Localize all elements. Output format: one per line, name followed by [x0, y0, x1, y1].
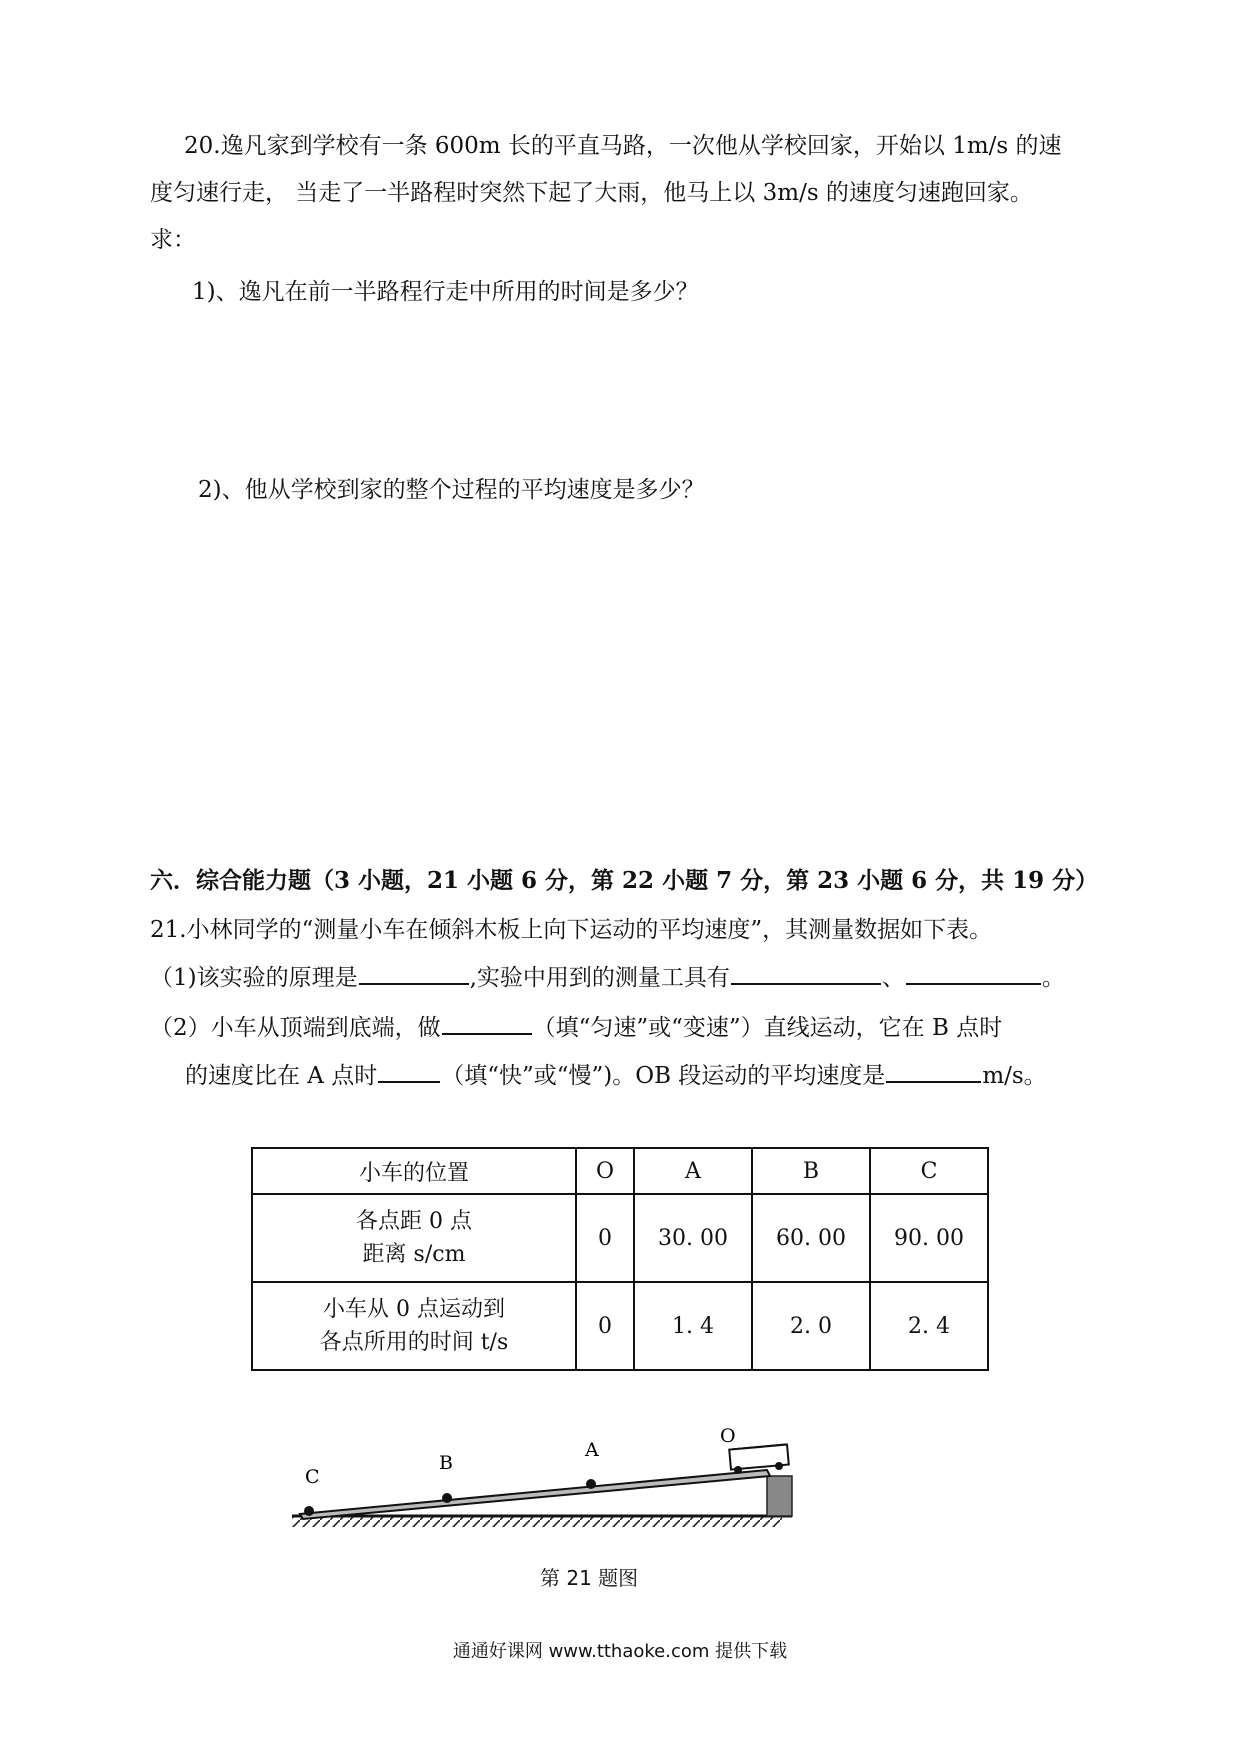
- q20-line-2: 度匀速行走， 当走了一半路程时突然下起了大雨，他马上以 3m/s 的速度匀速跑回家。: [150, 180, 1033, 206]
- cart: [729, 1444, 789, 1474]
- q21-p2-text-a: （2）小车从顶端到底端，做: [150, 1015, 441, 1041]
- q21-p3-text-b: （填“快”或“慢”)。OB 段运动的平均速度是: [441, 1063, 886, 1089]
- label-o: O: [720, 1425, 736, 1447]
- table-cell: B: [752, 1148, 870, 1194]
- q20-subquestion-1: 1)、逸凡在前一半路程行走中所用的时间是多少？: [192, 279, 699, 305]
- support-block: [767, 1476, 792, 1516]
- q20-line-1: 20.逸凡家到学校有一条 600m 长的平直马路，一次他从学校回家，开始以 1m/s 的速: [184, 133, 1062, 159]
- row-label-line: 各点所用的时间 t/s: [319, 1330, 509, 1355]
- point-a-marker: [586, 1479, 596, 1489]
- q21-p1-text-c: 、: [881, 965, 905, 991]
- label-a: A: [585, 1439, 599, 1461]
- table-cell: 0: [576, 1194, 634, 1282]
- incline-board: [300, 1470, 770, 1519]
- table-cell: 90. 00: [870, 1194, 988, 1282]
- table-cell: 30. 00: [634, 1194, 752, 1282]
- table-cell: C: [870, 1148, 988, 1194]
- table-cell: 1. 4: [634, 1282, 752, 1370]
- label-c: C: [305, 1466, 320, 1488]
- table-cell: A: [634, 1148, 752, 1194]
- table-cell: O: [576, 1148, 634, 1194]
- q21-p1-text-d: 。: [1041, 965, 1065, 991]
- q21-p3-text-a: 的速度比在 A 点时: [185, 1063, 378, 1089]
- ground-hatching: [292, 1517, 782, 1527]
- row-label-line: 各点距 0 点: [356, 1209, 472, 1234]
- table-cell: 60. 00: [752, 1194, 870, 1282]
- q21-p1-text-b: ,实验中用到的测量工具有: [469, 965, 730, 991]
- row-label-line: 小车从 0 点运动到: [323, 1297, 505, 1322]
- q20-line-3: 求：: [150, 227, 196, 253]
- row-label-line: 距离 s/cm: [362, 1242, 466, 1267]
- table-header-label: 小车的位置: [252, 1148, 576, 1194]
- table-cell: 2. 4: [870, 1282, 988, 1370]
- q21-p2-text-b: （填“匀速”或“变速”）直线运动，它在 B 点时: [532, 1015, 1003, 1041]
- table-cell: 2. 0: [752, 1282, 870, 1370]
- page-footer: 通通好课网 www.tthaoke.com 提供下载: [452, 1641, 788, 1662]
- q21-p1-text-a: （1)该实验的原理是: [150, 965, 358, 991]
- figure-caption: 第 21 题图: [540, 1566, 639, 1590]
- table-cell: 0: [576, 1282, 634, 1370]
- point-c-marker: [304, 1506, 314, 1516]
- q21-p3-text-c: m/s。: [982, 1063, 1047, 1089]
- section-6-heading: 六．综合能力题（3 小题，21 小题 6 分，第 22 小题 7 分，第 23 小题 6 分，共 19 分）: [150, 867, 1099, 894]
- label-b: B: [439, 1452, 453, 1474]
- q20-subquestion-2: 2)、他从学校到家的整个过程的平均速度是多少？: [198, 477, 705, 503]
- point-b-marker: [442, 1493, 452, 1503]
- q21-intro: 21.小林同学的“测量小车在倾斜木板上向下运动的平均速度”，其测量数据如下表。: [150, 917, 993, 943]
